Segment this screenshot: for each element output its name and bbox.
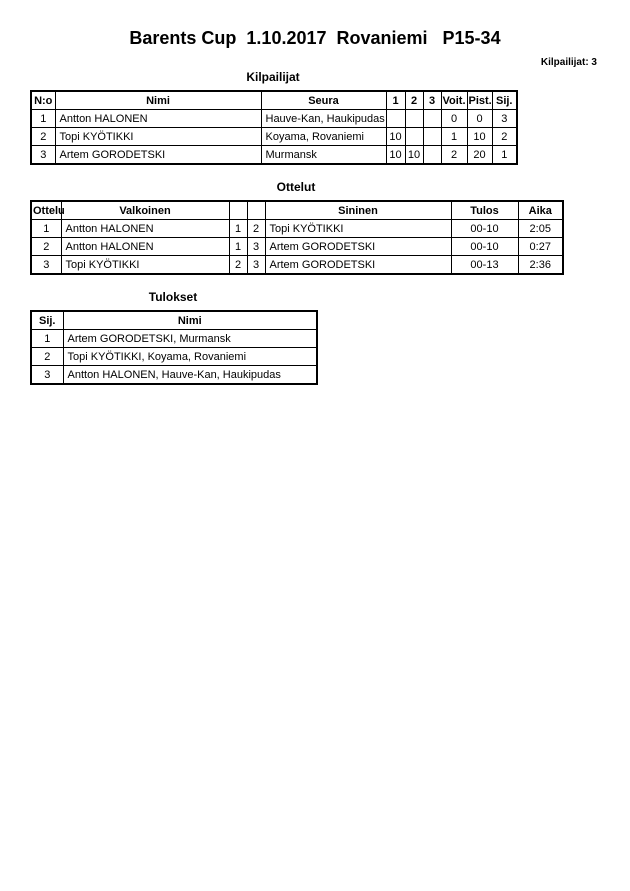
col-header-round3: 3 xyxy=(423,91,441,110)
cell-round1 xyxy=(386,110,405,128)
cell-no: 1 xyxy=(31,110,55,128)
cell-pist: 10 xyxy=(467,128,492,146)
cell-aika: 2:36 xyxy=(518,256,563,275)
cell-sininen-num: 2 xyxy=(247,220,265,238)
col-header-round2: 2 xyxy=(405,91,423,110)
cell-round2: 10 xyxy=(405,146,423,165)
cell-match-no: 2 xyxy=(31,238,61,256)
cell-voit: 1 xyxy=(441,128,467,146)
cell-valkoinen: Topi KYÖTIKKI xyxy=(61,256,229,275)
kilpailijat-section-title: Kilpailijat xyxy=(246,70,300,84)
col-header-nimi: Nimi xyxy=(63,311,317,330)
cell-sininen: Topi KYÖTIKKI xyxy=(265,220,451,238)
col-header-voit: Voit. xyxy=(441,91,467,110)
tulokset-table xyxy=(30,310,318,385)
cell-tulos: 00-10 xyxy=(451,220,518,238)
col-header-valkoinen-num xyxy=(229,201,247,220)
kilpailijat-row xyxy=(31,110,517,128)
cell-seura: Murmansk xyxy=(261,146,386,165)
section-ottelut xyxy=(30,180,562,275)
cell-round2 xyxy=(405,128,423,146)
cell-aika: 0:27 xyxy=(518,238,563,256)
cell-match-no: 3 xyxy=(31,256,61,275)
col-header-sij: Sij. xyxy=(492,91,517,110)
cell-sij: 1 xyxy=(492,146,517,165)
tulokset-section-title: Tulokset xyxy=(148,290,198,304)
col-header-sij: Sij. xyxy=(31,311,63,330)
ottelut-table xyxy=(30,200,564,275)
cell-tulos: 00-10 xyxy=(451,238,518,256)
cell-round3 xyxy=(423,128,441,146)
col-header-valkoinen: Valkoinen xyxy=(61,201,229,220)
tulokset-header-row xyxy=(31,311,317,330)
col-header-pist: Pist. xyxy=(467,91,492,110)
cell-sij: 2 xyxy=(31,348,63,366)
cell-round2 xyxy=(405,110,423,128)
ottelut-row xyxy=(31,256,563,275)
cell-sij: 3 xyxy=(492,110,517,128)
cell-round1: 10 xyxy=(386,146,405,165)
page-title: Barents Cup 1.10.2017 Rovaniemi P15-34 xyxy=(129,28,501,48)
col-header-seura: Seura xyxy=(261,91,386,110)
cell-aika: 2:05 xyxy=(518,220,563,238)
ottelut-row xyxy=(31,220,563,238)
cell-nimi: Artem GORODETSKI, Murmansk xyxy=(63,330,317,348)
col-header-sininen: Sininen xyxy=(265,201,451,220)
cell-match-no: 1 xyxy=(31,220,61,238)
cell-sininen-num: 3 xyxy=(247,238,265,256)
cell-nimi: Topi KYÖTIKKI xyxy=(55,128,261,146)
cell-nimi: Antton HALONEN xyxy=(55,110,261,128)
kilpailijat-row xyxy=(31,146,517,165)
cell-sij: 1 xyxy=(31,330,63,348)
ottelut-row xyxy=(31,238,563,256)
section-tulokset xyxy=(30,290,316,385)
kilpailijat-header-row xyxy=(31,91,517,110)
cell-no: 3 xyxy=(31,146,55,165)
cell-valkoinen-num: 1 xyxy=(229,220,247,238)
cell-nimi: Topi KYÖTIKKI, Koyama, Rovaniemi xyxy=(63,348,317,366)
tulokset-row xyxy=(31,348,317,366)
kilpailijat-table xyxy=(30,90,518,165)
cell-seura: Hauve-Kan, Haukipudas xyxy=(261,110,386,128)
cell-sininen-num: 3 xyxy=(247,256,265,275)
cell-nimi: Artem GORODETSKI xyxy=(55,146,261,165)
cell-sininen: Artem GORODETSKI xyxy=(265,256,451,275)
col-header-aika: Aika xyxy=(518,201,563,220)
cell-nimi: Antton HALONEN, Hauve-Kan, Haukipudas xyxy=(63,366,317,385)
col-header-round1: 1 xyxy=(386,91,405,110)
cell-sij: 3 xyxy=(31,366,63,385)
kilpailijat-row xyxy=(31,128,517,146)
cell-valkoinen: Antton HALONEN xyxy=(61,220,229,238)
cell-sij: 2 xyxy=(492,128,517,146)
cell-round3 xyxy=(423,110,441,128)
col-header-no: N:o xyxy=(31,91,55,110)
competitor-count-label: Kilpailijat: 3 xyxy=(540,57,597,68)
cell-voit: 0 xyxy=(441,110,467,128)
ottelut-section-title: Ottelut xyxy=(276,180,316,194)
section-kilpailijat xyxy=(30,70,516,165)
cell-valkoinen: Antton HALONEN xyxy=(61,238,229,256)
cell-valkoinen-num: 2 xyxy=(229,256,247,275)
ottelut-header-row xyxy=(31,201,563,220)
col-header-ottelu: Ottelu xyxy=(31,201,61,220)
cell-pist: 20 xyxy=(467,146,492,165)
cell-tulos: 00-13 xyxy=(451,256,518,275)
cell-voit: 2 xyxy=(441,146,467,165)
col-header-tulos: Tulos xyxy=(451,201,518,220)
cell-pist: 0 xyxy=(467,110,492,128)
col-header-sininen-num xyxy=(247,201,265,220)
cell-no: 2 xyxy=(31,128,55,146)
cell-seura: Koyama, Rovaniemi xyxy=(261,128,386,146)
cell-round3 xyxy=(423,146,441,165)
tulokset-row xyxy=(31,366,317,385)
cell-round1: 10 xyxy=(386,128,405,146)
cell-sininen: Artem GORODETSKI xyxy=(265,238,451,256)
tulokset-row xyxy=(31,330,317,348)
cell-valkoinen-num: 1 xyxy=(229,238,247,256)
col-header-nimi: Nimi xyxy=(55,91,261,110)
